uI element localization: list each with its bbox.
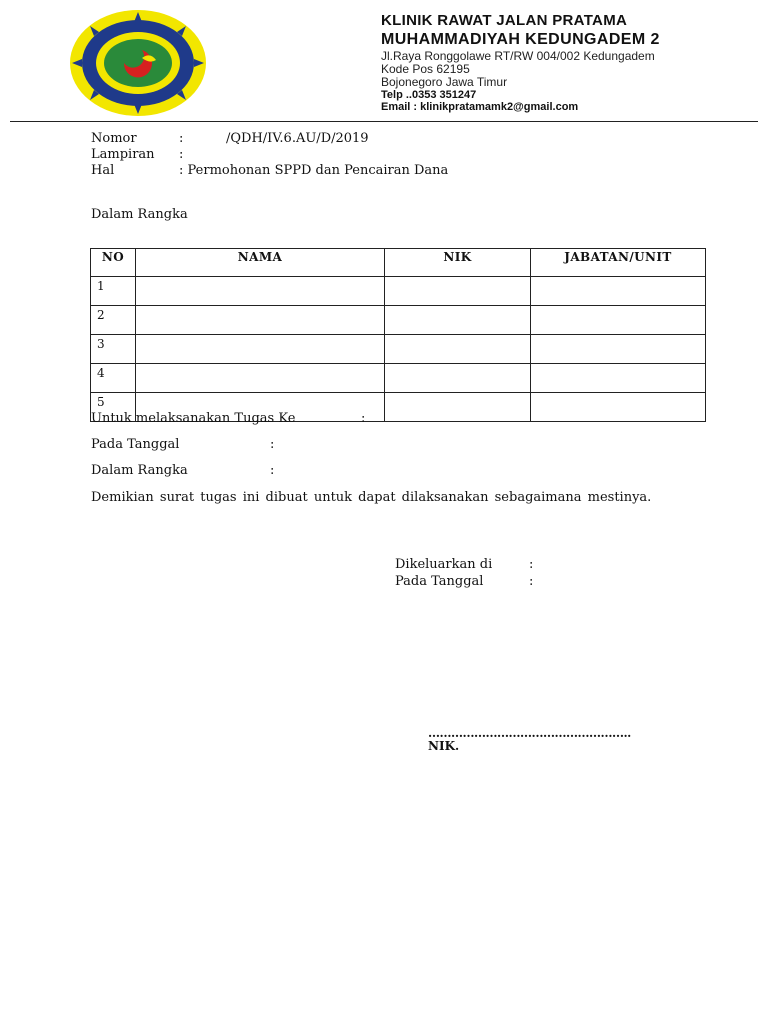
issue-block: [395, 556, 555, 590]
cell-no: 1: [91, 277, 136, 306]
closing-paragraph: Demikian surat tugas ini dibuat untuk dapat dilaksanakan sebagaimana mestinya.: [91, 490, 652, 505]
cell-jabatan[interactable]: [531, 393, 706, 422]
hal-value: : Permohonan SPPD dan Pencairan Dana: [179, 163, 449, 178]
tugas-label: Untuk melaksanakan Tugas Ke: [91, 411, 296, 426]
table-row: [91, 306, 706, 335]
cell-nama[interactable]: [136, 277, 385, 306]
cell-nik[interactable]: [385, 364, 531, 393]
nomor-value: /QDH/IV.6.AU/D/2019: [226, 131, 369, 146]
staff-table: [90, 248, 706, 422]
table-header-row: [91, 249, 706, 277]
col-header-nik: NIK: [385, 249, 531, 277]
cell-nik[interactable]: [385, 335, 531, 364]
cell-nik[interactable]: [385, 277, 531, 306]
col-header-jabatan: JABATAN/UNIT: [531, 249, 706, 277]
table-row: [91, 335, 706, 364]
hal-label: Hal: [91, 163, 115, 178]
muhammadiyah-logo: [68, 8, 208, 118]
tanggal-label: Pada Tanggal: [91, 437, 180, 452]
cell-nama[interactable]: [136, 306, 385, 335]
org-name-line1: KLINIK RAWAT JALAN PRATAMA: [381, 12, 628, 29]
dikeluarkan-colon: :: [529, 557, 534, 572]
header-divider: [10, 121, 758, 122]
issue-tanggal-label: Pada Tanggal: [395, 574, 484, 589]
tanggal-colon: :: [270, 437, 275, 452]
rangka-field: [91, 463, 275, 478]
cell-jabatan[interactable]: [531, 306, 706, 335]
table-row: [91, 364, 706, 393]
address-line3: Bojonegoro Jawa Timur: [381, 75, 508, 89]
phone-line: Telp ..0353 351247: [381, 89, 477, 101]
dikeluarkan-label: Dikeluarkan di: [395, 557, 493, 572]
email-line: Email : klinikpratamamk2@gmail.com: [381, 101, 579, 113]
cell-no: 3: [91, 335, 136, 364]
signature-nik-label: NIK.: [428, 739, 460, 753]
signature-line: ……………………………………………..: [428, 726, 631, 740]
cell-jabatan[interactable]: [531, 277, 706, 306]
dalam-rangka-heading: Dalam Rangka: [91, 207, 188, 222]
tugas-colon: :: [361, 411, 366, 426]
rangka-colon: :: [270, 463, 275, 478]
cell-no: 5: [91, 393, 136, 422]
address-line1: Jl.Raya Ronggolawe RT/RW 004/002 Kedungadem: [381, 49, 655, 63]
cell-nik[interactable]: [385, 393, 531, 422]
col-header-nama: NAMA: [136, 249, 385, 277]
table-row: [91, 277, 706, 306]
dikeluarkan-row: [395, 556, 555, 573]
col-header-no: NO: [91, 249, 136, 277]
issue-tanggal-colon: :: [529, 574, 534, 589]
org-name-line2: MUHAMMADIYAH KEDUNGADEM 2: [381, 31, 660, 48]
cell-jabatan[interactable]: [531, 364, 706, 393]
letterhead: [381, 12, 660, 113]
cell-nik[interactable]: [385, 306, 531, 335]
cell-nama[interactable]: [136, 364, 385, 393]
cell-nama[interactable]: [136, 335, 385, 364]
issue-tanggal-row: [395, 573, 555, 590]
lampiran-colon: :: [179, 147, 184, 162]
nomor-label: Nomor: [91, 131, 137, 146]
cell-no: 4: [91, 364, 136, 393]
rangka-label: Dalam Rangka: [91, 463, 188, 478]
cell-no: 2: [91, 306, 136, 335]
tanggal-field: [91, 437, 275, 452]
address-line2: Kode Pos 62195: [381, 62, 470, 76]
nomor-colon: :: [179, 131, 184, 146]
tugas-field: [91, 411, 366, 426]
cell-jabatan[interactable]: [531, 335, 706, 364]
lampiran-label: Lampiran: [91, 147, 155, 162]
